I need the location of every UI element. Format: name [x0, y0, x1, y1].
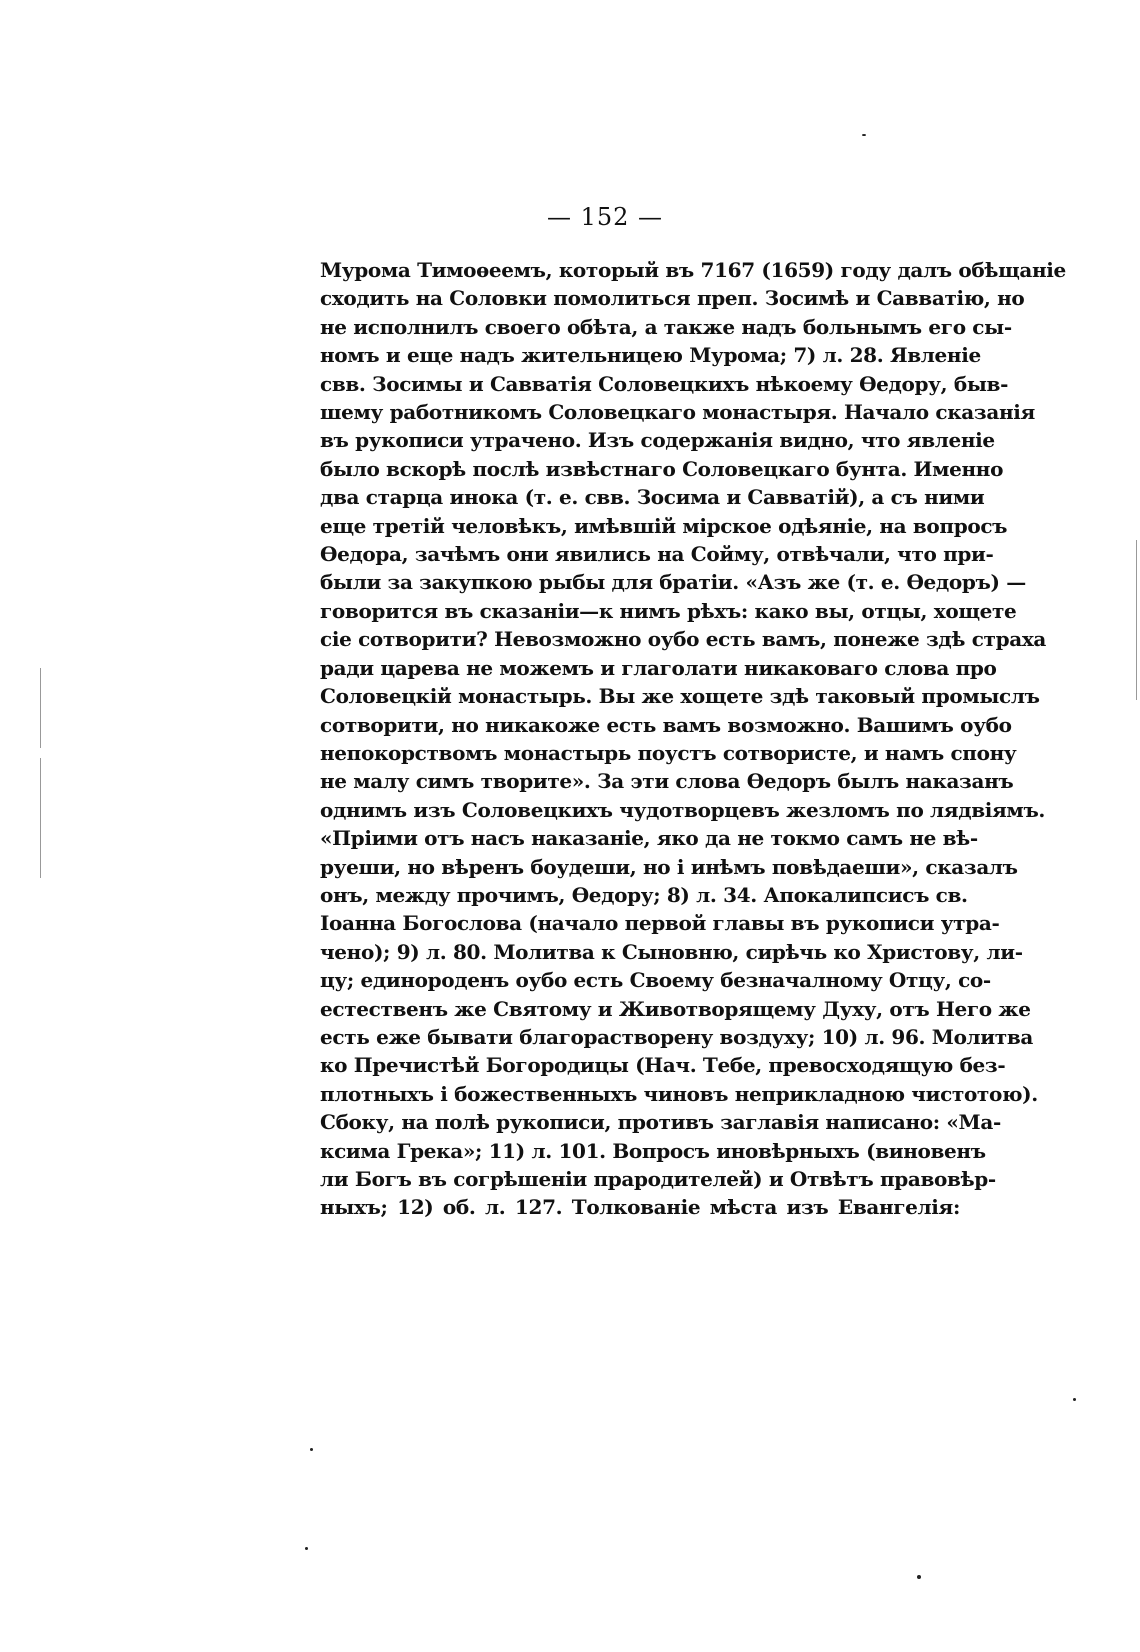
text-line: ради царева не можемъ и глаголати никаковаго слова про	[320, 655, 997, 680]
text-line: «Пріими отъ насъ наказаніе, яко да не токмо самъ не вѣ-	[320, 826, 978, 851]
text-line: ко Пречистѣй Богородицы (Нач. Тебе, превосходящую без-	[320, 1053, 1006, 1078]
margin-mark	[40, 758, 41, 878]
text-line: руеши, но вѣренъ боудеши, но і инѣмъ повѣдаеши», сказалъ	[320, 854, 1018, 879]
margin-mark	[1136, 540, 1137, 700]
scan-speck	[305, 1547, 308, 1550]
text-line: непокорствомъ монастырь поустъ сотвористе, и намъ спону	[320, 740, 1017, 765]
text-line: сходить на Соловки помолиться преп. Зосимѣ и Савватію, но	[320, 286, 1025, 311]
text-line: Мурома Тимоѳеемъ, который въ 7167 (1659) году далъ обѣщаніе	[320, 258, 1066, 282]
margin-mark	[40, 668, 41, 748]
text-line: не малу симъ творите». За эти слова Ѳедоръ былъ наказанъ	[320, 769, 1014, 794]
text-line: сіе сотворити? Невозможно оубо есть вамъ, понеже здѣ страха	[320, 627, 1047, 652]
scan-speck	[917, 1575, 921, 1579]
text-line: однимъ изъ Соловецкихъ чудотворцевъ жезломъ по лядвіямъ.	[320, 797, 1046, 822]
text-line: въ рукописи утрачено. Изъ содержанія видно, что явленіе	[320, 428, 995, 453]
text-line: ли Богъ въ согрѣшеніи прародителей) и Отвѣтъ правовѣр-	[320, 1167, 996, 1191]
scan-speck	[1073, 1398, 1076, 1401]
text-line: Сбоку, на полѣ рукописи, противъ заглавія написано: «Ма-	[320, 1110, 1001, 1135]
text-line: говорится въ сказаніи—к нимъ рѣхъ: како вы, отцы, хощете	[320, 598, 1017, 623]
scan-speck	[862, 134, 866, 136]
text-line: сотворити, но никакоже есть вамъ возможно. Вашимъ оубо	[320, 712, 1012, 737]
scan-speck	[310, 1448, 313, 1451]
text-line: свв. Зосимы и Савватія Соловецкихъ нѣкоему Ѳедору, быв-	[320, 371, 1009, 396]
text-line: Іоанна Богослова (начало первой главы въ рукописи утра-	[320, 911, 1000, 936]
text-line: Соловецкій монастырь. Вы же хощете здѣ таковый промыслъ	[320, 684, 1040, 709]
text-line: было вскорѣ послѣ извѣстнаго Соловецкаго бунта. Именно	[320, 456, 1004, 481]
text-line: номъ и еще надъ жительницею Мурома; 7) л. 28. Явленіе	[320, 343, 981, 368]
text-line: еще третій человѣкъ, имѣвшій мірское одѣяніе, на вопросъ	[320, 513, 1008, 538]
text-line: были за закупкою рыбы для братіи. «Азъ же (т. е. Ѳедоръ) —	[320, 570, 1026, 595]
text-line: два старца инока (т. е. свв. Зосима и Савватій), а съ ними	[320, 485, 985, 510]
text-line: есть еже бывати благорастворену воздуху; 10) л. 96. Молитва	[320, 1024, 1033, 1049]
text-line: ксима Грека»; 11) л. 101. Вопросъ иновѣрныхъ (виновенъ	[320, 1138, 986, 1163]
text-line: онъ, между прочимъ, Ѳедору; 8) л. 34. Апокалипсисъ св.	[320, 882, 968, 907]
text-line: шему работникомъ Соловецкаго монастыря. Начало сказанія	[320, 400, 1035, 425]
text-line: Ѳедора, зачѣмъ они явились на Сойму, отвѣчали, что при-	[320, 542, 994, 567]
text-line: ныхъ; 12) об. л. 127. Толкованіе мѣста изъ Евангелія:	[320, 1195, 960, 1220]
text-line: не исполнилъ своего обѣта, а также надъ больнымъ его сы-	[320, 314, 1012, 339]
page-number: — 152 —	[546, 203, 664, 231]
text-line: плотныхъ і божественныхъ чиновъ неприкладною чистотою).	[320, 1081, 1038, 1106]
text-line: цу; единороденъ оубо есть Своему безначалному Отцу, со-	[320, 968, 991, 993]
body-text	[320, 256, 1066, 1222]
text-line: естественъ же Святому и Животворящему Духу, отъ Него же	[320, 996, 1031, 1021]
text-line: чено); 9) л. 80. Молитва к Сыновню, сирѣчь ко Христову, ли-	[320, 939, 1023, 964]
